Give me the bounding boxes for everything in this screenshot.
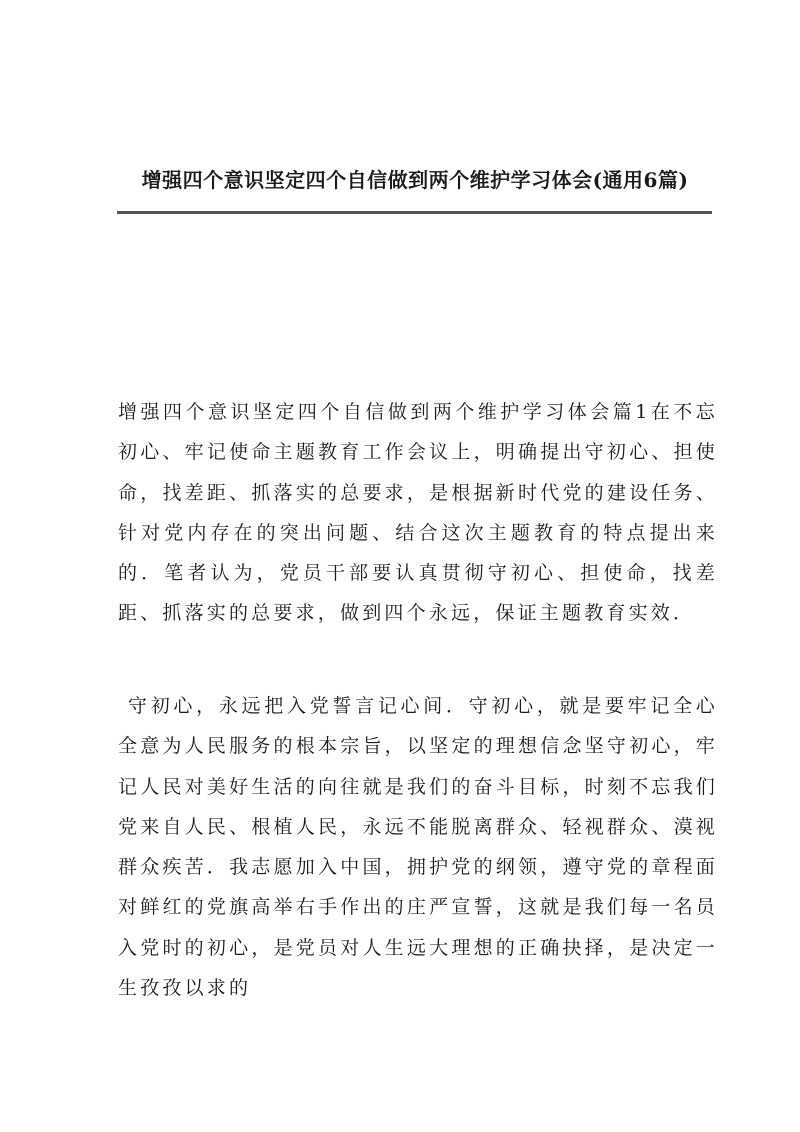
document-title: 增强四个意识坚定四个自信做到两个维护学习体会(通用6篇) (141, 168, 689, 192)
body-paragraph-1: 增强四个意识坚定四个自信做到两个维护学习体会篇1在不忘初心、牢记使命主题教育工作会议上，明确提出守初心、担使命，找差距、抓落实的总要求，是根据新时代党的建设任务、针对党内存在的突出问题、结合这次主题教育的特点提出来的．笔者认为，党员干部要认真贯彻守初心、担使命，找差距、抓落实的总要求，做到四个永远，保证主题教育实效． (118, 401, 718, 625)
body-paragraph-2: 守初心，永远把入党誓言记心间．守初心，就是要牢记全心全意为人民服务的根本宗旨，以坚定的理想信念坚守初心，牢记人民对美好生活的向往就是我们的奋斗目标，时刻不忘我们党来自人民、根植人民，永远不能脱离群众、轻视群众、漠视群众疾苦．我志愿加入中国，拥护党的纲领，遵守党的章程面对鲜红的党旗高举右手作出的庄严宣誓，这就是我们每一名员入党时的初心，是党员对人生远大理想的正确抉择，是决定一生孜孜以求的 (118, 695, 718, 1000)
title-underline-rule (117, 211, 712, 214)
